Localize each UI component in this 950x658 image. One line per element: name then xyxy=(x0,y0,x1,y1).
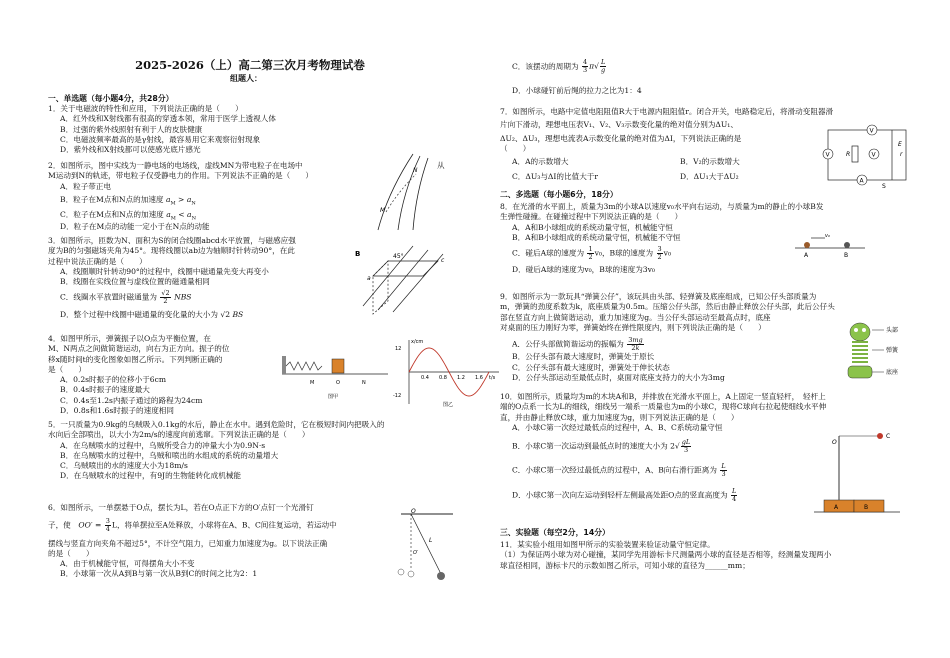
q8-collision-figure xyxy=(795,228,865,258)
label-m: M xyxy=(380,207,386,214)
spring-block xyxy=(332,359,344,373)
q10-rod-figure xyxy=(812,430,902,516)
trajectory-line xyxy=(386,174,416,212)
xt-xlabel: t/s xyxy=(489,375,496,381)
xt-ylabel: x/cm xyxy=(411,339,424,345)
q3-option-c: C．线圈水平放置时磁通量为 $\frac{√2}{2}$ NBS xyxy=(60,289,192,306)
q9-option-a: A．公仔头部做简谐运动的振幅为 $\frac{3mg}{2k}$ xyxy=(512,336,643,353)
label-r-small: r xyxy=(900,151,903,158)
q2-line-2: M运动到N的轨迹，带电粒子仅受静电力的作用。下列说法不正确的是（ ） xyxy=(48,171,314,181)
v2-label: V xyxy=(825,151,830,159)
q4-option-c: C．0.4s至1.2s内振子通过的路程为24cm xyxy=(60,395,203,405)
q7-line-4: （ ） xyxy=(500,143,531,153)
label-spring-n: N xyxy=(362,380,366,386)
question-5 xyxy=(48,420,466,482)
question-1 xyxy=(48,104,466,155)
pendulum-ball xyxy=(437,572,445,580)
block-b xyxy=(854,500,884,512)
q6-option-c: C．该摆动的周期为 $\frac{4}{3}$ π√ $\frac{L}{g}$ xyxy=(512,58,606,75)
section-multi: 二、多选题（每小题6分，18分） xyxy=(500,190,618,199)
q9-line-1: 9．如图所示为一款玩具“弹簧公仔”，该玩具由头部、轻弹簧及底座组成，已知公仔头部质量为 xyxy=(500,292,817,301)
xt-figure-caption: 图乙 xyxy=(443,402,454,408)
q6-line-4: 的是（ ） xyxy=(48,548,94,558)
q6-option-d: D．小球碰钉前后绳的拉力之比为1：4 xyxy=(512,86,642,95)
ball-b xyxy=(844,242,850,248)
label-o-prime: O′ xyxy=(413,550,419,556)
q9-option-d: D．公仔头部运动至最低点时，桌面对底座支持力的大小为3mg xyxy=(512,372,725,382)
q2-option-d: D．粒子在M点的动能一定小于在N点的动能 xyxy=(60,222,210,232)
q7-option-c: C．ΔU₃与ΔI的比值大于r xyxy=(512,172,599,181)
q9-toy-figure xyxy=(840,322,920,384)
label-o: O xyxy=(411,508,416,515)
q11-line-2: （1）为保证两小球为对心碰撞，某同学先用游标卡尺测量两小球的直径是否相等，经测量发现两小 xyxy=(500,550,832,560)
q8-option-b: B．A和B小球组成的系统动量守恒，机械能不守恒 xyxy=(512,232,681,242)
q10-option-d: D．小球C第一次向左运动到轻杆左侧最高处距O点的竖直高度为 $\frac{L}{4}$ xyxy=(512,486,737,503)
xt-xtick-4: 1.6 xyxy=(475,375,483,381)
q3-option-a: A．线圈顺时针转动90°的过程中，线圈中磁通量先变大再变小 xyxy=(60,266,269,276)
ball-a xyxy=(804,242,810,248)
circuit-loop xyxy=(825,127,906,180)
q1-option-c: C．电磁波频率最高的是γ射线，最容易用它来观察衍射现象 xyxy=(60,134,261,144)
q2-line-1: 2．如图所示，图中实线为一静电场的电场线，虚线MN为带电粒子在电场中 xyxy=(48,161,303,170)
q4-option-b: B．0.4s时振子的速度最大 xyxy=(60,385,150,395)
q3-line-1: 3．如图所示，匝数为N、面积为S的闭合线圈abcd水平放置，与磁感应强 xyxy=(48,236,296,245)
q4-line-2: M、N两点之间做简谐运动，向右为正方向。振子的位 xyxy=(48,344,230,354)
q11-line-3: 球直径相同，游标卡尺的示数如图乙所示，可知小球的直径为______mm； xyxy=(500,560,750,570)
xt-axes xyxy=(409,340,499,404)
toy-head-label: 头部 xyxy=(886,327,899,334)
q7-line-1: 7．如图所示，电路中定值电阻阻值R大于电源内阻阻值r。闭合开关，电路稳定后，将滑动变阻器滑 xyxy=(500,107,834,116)
label-block-b: B xyxy=(864,504,869,511)
label-b: B xyxy=(355,250,361,258)
q9-option-b: B．公仔头部有最大速度时，弹簧处于原长 xyxy=(512,352,655,362)
pendulum-ball-b xyxy=(408,571,414,577)
q10-line-1: 10．如图所示，质量均为m的木块A和B，并排放在光滑水平面上，A上固定一竖直轻杆， 轻杆上 xyxy=(500,392,826,401)
exam-title: 2025-2026（上）高二第三次月考物理试卷 xyxy=(135,58,365,72)
q6-pendulum-figure xyxy=(393,508,463,588)
q3-option-d: D．整个过程中线圈中磁通量的变化量的大小为 √2 BS xyxy=(60,309,244,319)
q2-from-text: 从 xyxy=(437,161,445,170)
q10-line-3: 直，并由静止释放C球，重力加速度为g，则下列说法正确的是（ ） xyxy=(500,412,739,422)
toy-base-label: 底座 xyxy=(886,369,899,376)
block-a xyxy=(824,500,854,512)
label-r-big: R xyxy=(846,151,851,158)
q6-line-1: 6．如图所示，一单摆悬于O点，摆长为L，若在O点正下方的O′点钉一个光滑钉 xyxy=(48,503,314,512)
q5-option-c: C．乌贼喷出的水的速度大小为18m/s xyxy=(60,461,188,470)
pendulum-string xyxy=(411,514,441,574)
q5-option-a: A．在乌贼喷水的过程中，乌贼所受合力的冲量大小为0.9N·s xyxy=(60,440,266,450)
label-spring-o: O xyxy=(336,380,340,386)
q4-spring-figure xyxy=(280,342,390,402)
q5-option-b: B．在乌贼喷水的过程中，乌贼和喷出的水组成的系统的动量增大 xyxy=(60,450,279,460)
q4-line-4: 是（ ） xyxy=(48,364,86,374)
v1-label: V xyxy=(869,127,874,135)
q3-line-3: 过程中说法正确的是（ ） xyxy=(48,256,147,266)
q10-option-c: C．小球C第一次经过最低点的过程中，A、B向右滑行距离为 $\frac{L}{3}$ xyxy=(512,462,726,479)
q6-line-2: 子，使 OO′ = $\frac{3}{4}$ L，将单摆拉至A处释放，小球将在A、B、C间往复运动，若运动中 xyxy=(48,517,337,534)
q8-line-1: 8．在光滑的水平面上，质量为3m的小球A以速度v₀水平向右运动，与质量为m的静止的小球B发 xyxy=(500,202,824,211)
q5-option-d: D．在乌贼喷水的过程中，有9J的生物能转化成机械能 xyxy=(60,471,242,481)
exam-author: 组题人： xyxy=(230,73,262,83)
q2-field-figure xyxy=(358,152,438,232)
toy-eye-left xyxy=(854,328,858,332)
label-n: N xyxy=(413,167,418,174)
q7-option-a: A．A的示数增大 xyxy=(512,157,569,166)
label-c: c xyxy=(441,257,445,264)
circuit-resistor xyxy=(852,146,858,162)
q6-line-3: 摆线与竖直方向夹角不超过5°，不计空气阻力，已知重力加速度为g。以下说法正确 xyxy=(48,538,328,548)
label-v0: v₀ xyxy=(825,233,830,239)
q9-line-3: 部在竖直方向上做简谐运动，重力加速度为g。当公仔头部运动至最高点时，底座 xyxy=(500,312,771,322)
pendulum-ball-c xyxy=(398,569,404,575)
label-45: 45° xyxy=(393,253,404,260)
q2-option-a: A．粒子带正电 xyxy=(60,181,112,191)
xt-xtick-2: 0.8 xyxy=(439,375,447,381)
q3-coil-figure xyxy=(353,236,453,316)
label-a: a xyxy=(367,275,371,282)
label-e: E xyxy=(898,141,902,148)
xt-ytick-bottom: -12 xyxy=(393,393,402,399)
ammeter-label: A xyxy=(859,177,864,185)
q3-option-b: B．线圈在实线位置与虚线位置的磁通量相同 xyxy=(60,277,210,286)
q7-line-2: 片向下滑动，理想电压表V₁、V₂、V₃示数变化量的绝对值分别为ΔU₁、 xyxy=(500,120,738,130)
q8-option-c: C．碰后A球的速度为 $\frac{1}{2}$ v₀，B球的速度为 $\frac{3}{2}$ v₀ xyxy=(512,245,671,262)
q1-option-a: A．红外线和X射线都有很高的穿透本领，常用于医学上透视人体 xyxy=(60,114,276,124)
q4-line-3: 移x随时间t的变化图象如图乙所示。下列判断正确的 xyxy=(48,354,223,364)
q4-xt-chart xyxy=(393,336,503,408)
q10-option-a: A．小球C第一次经过最低点的过程中，A、B、C系统动量守恒 xyxy=(512,422,723,432)
q7-line-3: ΔU₂、ΔU₃，理想电流表A示数变化量的绝对值为ΔI，下列说法正确的是 xyxy=(500,133,742,143)
q7-option-d: D．ΔU₁大于ΔU₂ xyxy=(680,172,739,181)
q9-line-4: 对桌面的压力刚好为零，弹簧始终在弹性限度内，则下列说法正确的是（ ） xyxy=(500,322,766,332)
toy-base xyxy=(848,366,872,378)
toy-head xyxy=(850,323,870,341)
ball-c xyxy=(877,433,883,439)
q10-option-b: B．小球C第一次运动到最低点时的速度大小为 2√ $\frac{gL}{3}$ xyxy=(512,438,691,455)
section-single: 一、单选题（每小题4分，共28分） xyxy=(48,94,174,103)
q7-circuit-figure xyxy=(822,122,912,188)
label-s: S xyxy=(882,183,886,188)
toy-eye-right xyxy=(862,328,866,332)
v3-label: V xyxy=(871,151,876,159)
label-ball-a: A xyxy=(804,252,809,258)
q8-option-d: D．碰后A球的速度为v₀，B球的速度为3v₀ xyxy=(512,265,655,275)
q1-option-d: D．紫外线和X射线都可以使感光底片感光 xyxy=(60,145,201,154)
coil-solid xyxy=(373,261,438,276)
q6-option-a: A．由于机械能守恒，可得摆角大小不变 xyxy=(60,559,195,569)
q11-line-1: 11．某实验小组用如图甲所示的实验装置来验证动量守恒定律。 xyxy=(500,540,715,549)
q2-option-b: B．粒子在M点和N点的加速度 $a_M > a_N$ xyxy=(60,194,196,207)
spring-figure-caption: 图甲 xyxy=(328,394,339,400)
q4-option-a: A．0.2s时振子的位移小于6cm xyxy=(60,375,167,384)
section-exp: 三、实验题（每空2分，14分） xyxy=(500,528,610,537)
field-line-1 xyxy=(378,154,413,230)
q3-line-2: 度为B的匀强磁场夹角为45°。现将线圈以ab边为轴顺时针转动90°，在此 xyxy=(48,246,295,256)
q8-option-a: A．A和B小球组成的系统动量守恒，机械能守恒 xyxy=(512,222,673,232)
q1-option-b: B．过强的紫外线照射有利于人的皮肤健康 xyxy=(60,124,203,134)
q7-option-b: B．V₂的示数增大 xyxy=(680,157,740,166)
label-block-a: A xyxy=(834,504,839,511)
question-11 xyxy=(500,540,920,571)
xt-ytick-top: 12 xyxy=(395,346,402,352)
q2-option-c: C．粒子在M点和N点的加速度 $a_M < a_N$ xyxy=(60,210,196,222)
label-ball-b: B xyxy=(844,252,849,258)
toy-spring xyxy=(852,342,868,362)
q8-line-2: 生弹性碰撞。在碰撞过程中下列说法正确的是（ ） xyxy=(500,212,683,222)
q6-option-b: B．小球第一次从A到B与第一次从B到C的时间之比为2：1 xyxy=(60,569,258,579)
q5-line-1: 5．一只质量为0.9kg的乌贼吸入0.1kg的水后，静止在水中。遇到危险时，它在极短时间内把吸入的 xyxy=(48,420,385,429)
label-ball-c: C xyxy=(886,433,891,440)
label-l: L xyxy=(429,537,433,544)
xt-xtick-3: 1.2 xyxy=(457,375,465,381)
spring-coil xyxy=(286,362,322,370)
q4-line-1: 4．如图甲所示，弹簧振子以O点为平衡位置，在 xyxy=(48,334,211,343)
label-spring-m: M xyxy=(310,380,315,386)
toy-spring-label: 弹簧 xyxy=(886,347,899,354)
q1-stem: 1．关于电磁波的特性和应用，下列说法正确的是（ ） xyxy=(48,104,243,113)
q9-option-c: C．公仔头部有最大速度时，弹簧处于伸长状态 xyxy=(512,362,670,372)
q10-line-2: 端的O点系一长为L的细线，细线另一端系一质量也为m的小球C，现将C球向右拉起使细线水平伸 xyxy=(500,402,827,412)
label-rod-o: O xyxy=(832,439,837,446)
q9-line-2: m，弹簧的劲度系数为k，底座质量为0.5m。压缩公仔头部，然后由静止释放公仔头部，此后公仔头 xyxy=(500,302,835,312)
spring-wall xyxy=(282,356,286,374)
q5-line-2: 水向后全部喷出，以大小为2m/s的速度向前逃窜。下列说法正确的是（ ） xyxy=(48,430,310,440)
xt-xtick-1: 0.4 xyxy=(421,375,429,381)
q4-option-d: D．0.8s和1.6s时振子的速度相同 xyxy=(60,405,174,415)
